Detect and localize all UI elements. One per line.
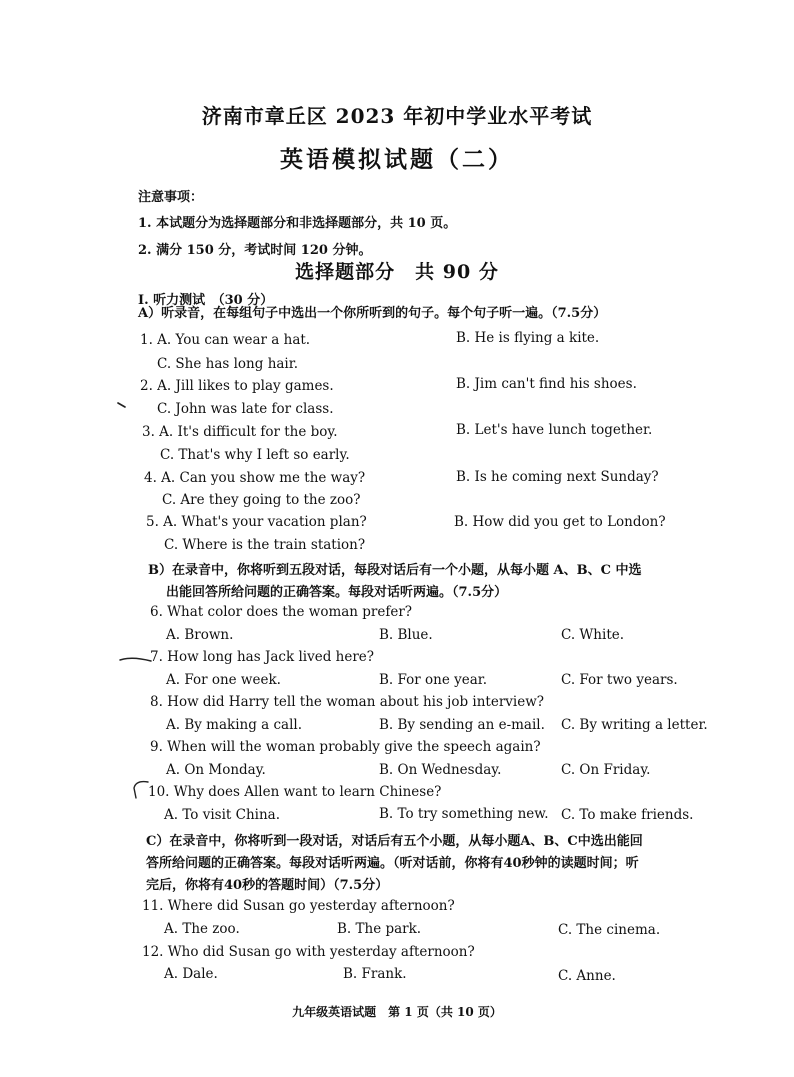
q1-option-c: C. She has long hair. — [157, 356, 299, 372]
q11-option-a: A. The zoo. — [164, 921, 240, 937]
q7-option-b: B. For one year. — [379, 672, 488, 688]
q8-option-b: B. By sending an e-mail. — [379, 717, 545, 733]
section-title: 选择题部分 共 90 分 — [295, 261, 499, 283]
q10-option-b: B. To try something new. — [379, 806, 549, 822]
q5-option-c: C. Where is the train station? — [164, 537, 366, 553]
pen-mark-tick — [116, 400, 130, 410]
partB-instruction-line2: 出能回答所给问题的正确答案。每段对话听两遍。（7.5分） — [166, 585, 508, 600]
q5-option-a: 5. A. What's your vacation plan? — [146, 514, 367, 530]
q9-option-b: B. On Wednesday. — [379, 762, 502, 778]
q2-option-a: 2. A. Jill likes to play games. — [140, 378, 334, 394]
q11-option-b: B. The park. — [337, 921, 422, 937]
q3-option-c: C. That's why I left so early. — [160, 447, 350, 463]
partA-instruction: A）听录音，在每组句子中选出一个你所听到的句子。每个句子听一遍。（7.5分） — [138, 306, 607, 321]
notice-item-2: 2. 满分 150 分，考试时间 120 分钟。 — [138, 243, 372, 258]
q10-question: 10. Why does Allen want to learn Chinese? — [148, 784, 442, 800]
q11-option-c: C. The cinema. — [558, 922, 661, 938]
q1-option-a: 1. A. You can wear a hat. — [140, 332, 311, 348]
q9-question: 9. When will the woman probably give the speech again? — [150, 739, 541, 755]
q8-question: 8. How did Harry tell the woman about his job interview? — [150, 694, 545, 710]
q10-option-c: C. To make friends. — [561, 807, 694, 823]
pen-mark-bracket — [130, 778, 152, 802]
q12-option-a: A. Dale. — [164, 966, 218, 982]
q6-option-a: A. Brown. — [166, 627, 234, 643]
exam-subtitle: 英语模拟试题（二） — [280, 146, 514, 173]
q7-option-c: C. For two years. — [561, 672, 678, 688]
q8-option-a: A. By making a call. — [166, 717, 303, 733]
q8-option-c: C. By writing a letter. — [561, 717, 708, 733]
q12-option-c: C. Anne. — [558, 968, 616, 984]
q6-question: 6. What color does the woman prefer? — [150, 604, 413, 620]
q11-question: 11. Where did Susan go yesterday afternoon? — [142, 898, 455, 914]
part1-title: I. 听力测试 （30 分） — [138, 293, 274, 308]
q7-question: 7. How long has Jack lived here? — [150, 649, 374, 665]
partC-instruction-line3: 完后，你将有40秒的答题时间）（7.5分） — [146, 878, 389, 893]
page-footer: 九年级英语试题 第 1 页（共 10 页） — [292, 1005, 502, 1019]
q9-option-a: A. On Monday. — [166, 762, 266, 778]
q7-option-a: A. For one week. — [166, 672, 281, 688]
q9-option-c: C. On Friday. — [561, 762, 651, 778]
q5-option-b: B. How did you get to London? — [454, 514, 666, 530]
q2-option-b: B. Jim can't find his shoes. — [456, 376, 637, 392]
partC-instruction-line1: C）在录音中，你将听到一段对话，对话后有五个小题，从每小题A、B、C中选出能回 — [146, 834, 643, 849]
partC-instruction-line2: 答所给问题的正确答案。每段对话听两遍。（听对话前，你将有40秒钟的读题时间；听 — [146, 856, 639, 871]
q4-option-b: B. Is he coming next Sunday? — [456, 469, 659, 485]
partB-instruction-line1: B）在录音中，你将听到五段对话，每段对话后有一个小题，从每小题 A、B、C 中选 — [148, 563, 642, 578]
notice-heading: 注意事项： — [138, 190, 204, 205]
q1-option-b: B. He is flying a kite. — [456, 330, 600, 346]
q2-option-c: C. John was late for class. — [157, 401, 334, 417]
q10-option-a: A. To visit China. — [164, 807, 280, 823]
q12-question: 12. Who did Susan go with yesterday afternoon? — [142, 944, 475, 960]
pen-mark-line — [118, 652, 154, 666]
q3-option-b: B. Let's have lunch together. — [456, 422, 653, 438]
q12-option-b: B. Frank. — [343, 966, 407, 982]
q6-option-c: C. White. — [561, 627, 625, 643]
exam-title: 济南市章丘区 2023 年初中学业水平考试 — [201, 104, 593, 128]
q3-option-a: 3. A. It's difficult for the boy. — [142, 424, 338, 440]
notice-item-1: 1. 本试题分为选择题部分和非选择题部分，共 10 页。 — [138, 216, 457, 231]
q4-option-a: 4. A. Can you show me the way? — [144, 470, 366, 486]
q6-option-b: B. Blue. — [379, 627, 433, 643]
q4-option-c: C. Are they going to the zoo? — [162, 492, 361, 508]
